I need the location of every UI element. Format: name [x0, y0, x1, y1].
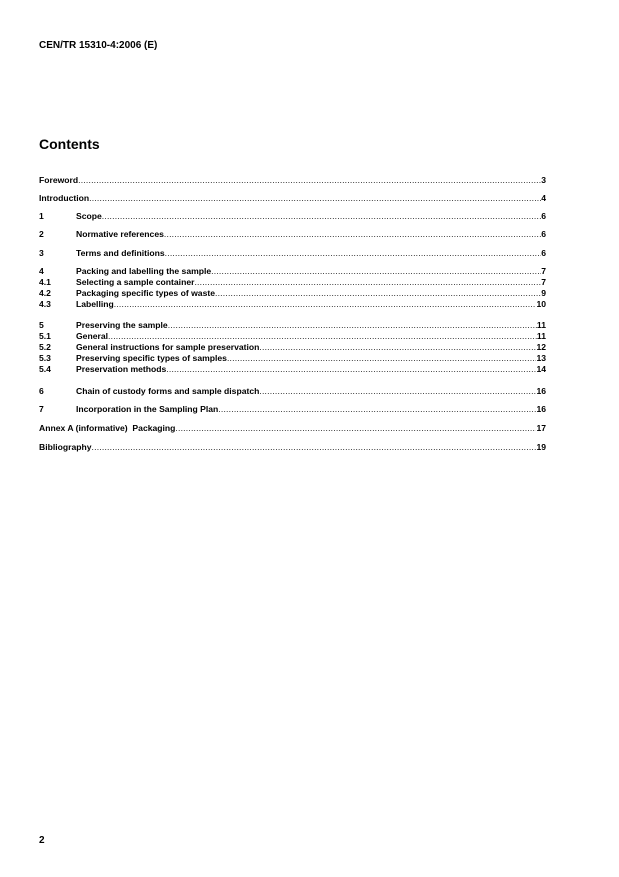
toc-entry-page: 6	[541, 248, 546, 258]
toc-entry-page: 7	[541, 266, 546, 276]
toc-entry-page: 13	[536, 353, 546, 363]
toc-entry-title: Selecting a sample container	[76, 277, 195, 287]
toc-entry[interactable]	[39, 193, 546, 204]
toc-entry-page: 10	[536, 299, 546, 309]
toc-entry-page: 7	[541, 277, 546, 287]
toc-entry-page: 14	[536, 364, 546, 374]
toc-leader	[108, 331, 537, 342]
toc-entry[interactable]	[39, 266, 546, 277]
toc-entry-title: Preserving specific types of samples	[76, 353, 227, 363]
toc-entry[interactable]	[39, 299, 546, 310]
toc-entry[interactable]	[39, 423, 546, 434]
toc-entry[interactable]	[39, 404, 546, 415]
toc-entry-title: General instructions for sample preservation	[76, 342, 260, 352]
toc-entry-number: 1	[39, 211, 44, 221]
toc-entry-title: Preservation methods	[76, 364, 167, 374]
toc-leader	[102, 211, 541, 222]
toc-entry[interactable]	[39, 331, 546, 342]
toc-leader	[114, 299, 537, 310]
toc-entry-title: Introduction	[39, 193, 90, 203]
toc-entry-page: 6	[541, 229, 546, 239]
toc-leader	[166, 364, 536, 375]
toc-entry-number: 5.3	[39, 353, 51, 363]
toc-entry-page: 11	[536, 320, 546, 330]
toc-entry-title: Annex A (informative) Packaging	[39, 423, 176, 433]
toc-entry-number: 7	[39, 404, 44, 414]
toc-entry-title: Incorporation in the Sampling Plan	[76, 404, 219, 414]
toc-entry-page: 9	[541, 288, 546, 298]
toc-entry[interactable]	[39, 342, 546, 353]
toc-leader	[227, 353, 537, 364]
toc-entry[interactable]	[39, 320, 546, 331]
toc-entry-number: 6	[39, 386, 44, 396]
toc-entry[interactable]	[39, 211, 546, 222]
toc-leader	[165, 248, 542, 259]
toc-entry-title: Packaging specific types of waste	[76, 288, 215, 298]
toc-leader	[168, 320, 537, 331]
toc-entry[interactable]	[39, 229, 546, 240]
toc-entry-title: Normative references	[76, 229, 164, 239]
toc-entry[interactable]	[39, 175, 546, 186]
toc-entry[interactable]	[39, 288, 546, 299]
toc-entry-number: 5.1	[39, 331, 51, 341]
toc-entry-title: Labelling	[76, 299, 114, 309]
toc-leader	[259, 386, 536, 397]
toc-entry-title: Packing and labelling the sample	[76, 266, 212, 276]
toc-leader	[164, 229, 541, 240]
toc-entry-page: 3	[541, 175, 546, 185]
toc-entry-title: Chain of custody forms and sample dispatch	[76, 386, 260, 396]
toc-entry-number: 2	[39, 229, 44, 239]
toc-entry[interactable]	[39, 364, 546, 375]
toc-entry[interactable]	[39, 386, 546, 397]
toc-entry-number: 4.3	[39, 299, 51, 309]
contents-heading: Contents	[39, 136, 100, 152]
toc-entry-number: 4.1	[39, 277, 51, 287]
toc-entry-page: 16	[536, 386, 546, 396]
toc-entry-page: 17	[536, 423, 546, 433]
toc-entry-number: 5.2	[39, 342, 51, 352]
toc-entry-number: 5	[39, 320, 44, 330]
toc-leader	[259, 342, 536, 353]
toc-entry[interactable]	[39, 277, 546, 288]
toc-entry-number: 4	[39, 266, 44, 276]
toc-entry[interactable]	[39, 353, 546, 364]
toc-leader	[215, 288, 541, 299]
toc-entry-title: Bibliography	[39, 442, 92, 452]
toc-entry-number: 4.2	[39, 288, 51, 298]
toc-entry-page: 4	[541, 193, 546, 203]
page-number: 2	[39, 835, 45, 846]
toc-leader	[78, 175, 541, 186]
toc-entry-title: Terms and definitions	[76, 248, 165, 258]
toc-entry-page: 11	[536, 331, 546, 341]
toc-entry-title: Foreword	[39, 175, 79, 185]
toc-leader	[211, 266, 541, 277]
toc-entry-number: 5.4	[39, 364, 51, 374]
toc-entry-title: Scope	[76, 211, 102, 221]
toc-leader	[89, 193, 541, 204]
toc-entry-title: Preserving the sample	[76, 320, 168, 330]
toc-leader	[175, 423, 536, 434]
toc-leader	[92, 442, 537, 453]
toc-entry[interactable]	[39, 248, 546, 259]
toc-entry-number: 3	[39, 248, 44, 258]
toc-entry-page: 16	[536, 404, 546, 414]
toc-entry[interactable]	[39, 442, 546, 453]
toc-entry-page: 19	[536, 442, 546, 452]
toc-entry-page: 12	[536, 342, 546, 352]
toc-entry-page: 6	[541, 211, 546, 221]
toc-entry-title: General	[76, 331, 109, 341]
document-id: CEN/TR 15310-4:2006 (E)	[39, 40, 158, 51]
toc-leader	[218, 404, 536, 415]
toc-leader	[194, 277, 541, 288]
